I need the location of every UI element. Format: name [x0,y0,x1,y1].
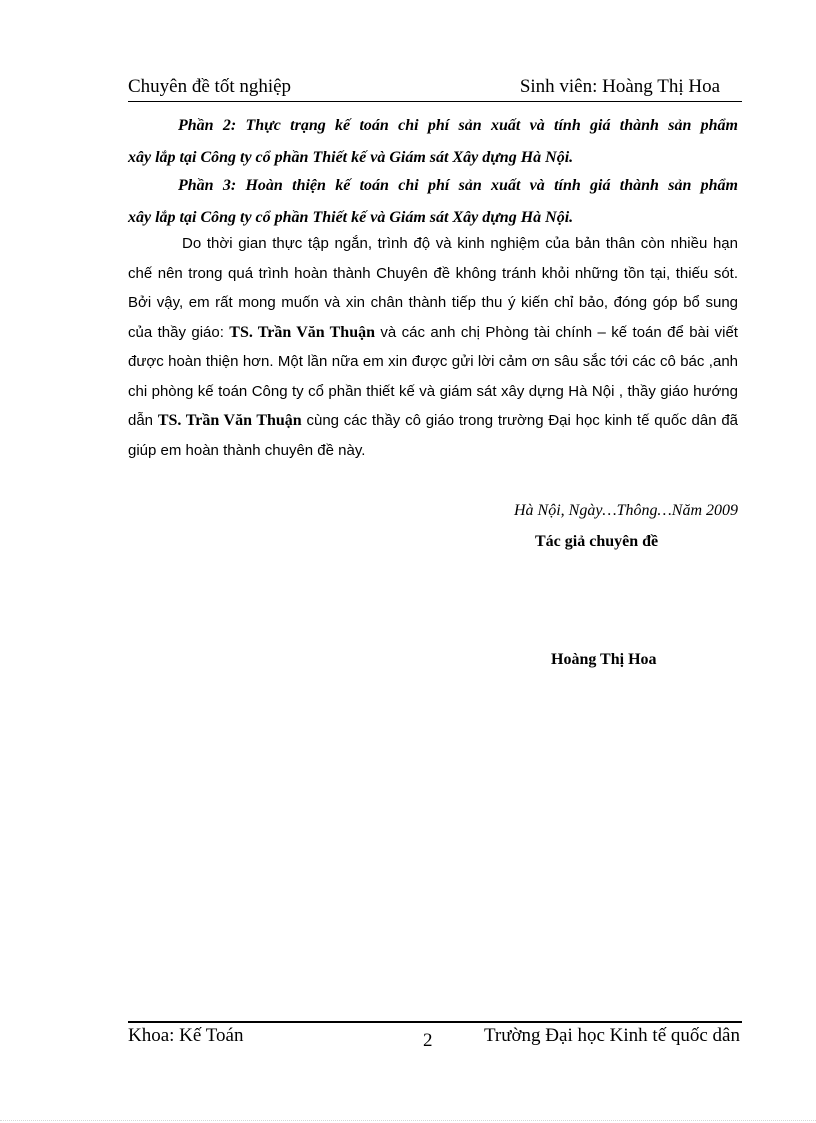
advisor-name-1: TS. Trần Văn Thuận [229,323,375,341]
header-course-label: Chuyên đề tốt nghiệp [128,76,292,97]
footer-university: Trường Đại học Kinh tế quốc dân [483,1025,740,1046]
part-3-line-1: Phần 3: Hoàn thiện kế toán chi phí sản xuất và tính giá thành sản phẩm [178,177,738,194]
header-student-name: Sinh viên: Hoàng Thị Hoa [519,76,720,97]
part-2-line-1: Phần 2: Thực trạng kế toán chi phí sản xuất và tính giá thành sản phẩm [178,117,738,134]
page-bottom-border [0,1120,816,1122]
paragraph-text-2: và các anh chị Phòng tài chính – kế toán để bài viết được hoàn thiện hơn. Một lần nữa em xin được gửi lời cảm ơn sâu sắc tới các cô bác ,anh chi phòng kế toán Công ty cổ phần thiết kế và giám sát xây dựng Hà Nội , thầy giáo hướng dẫn [128,323,738,429]
paragraph-text-1: Do thời gian thực tập ngắn, trình độ và kinh nghiệm của bản thân còn nhiều hạn chế nên trong quá trình hoàn thành Chuyên đề không tránh khỏi những tồn tại, thiếu sót. Bởi vậy, em rất mong muốn và xin chân thành tiếp thu ý kiến chỉ bảo, đóng góp bổ sung của thầy giáo: [128,235,738,341]
paragraph-text-3: cùng các thầy cô giáo trong trường Đại học kinh tế quốc dân đã giúp em hoàn thành chuyên đề này. [128,412,739,459]
header-divider [128,101,742,102]
acknowledgement-paragraph [128,229,738,465]
part-2-line-2: xây lắp tại Công ty cổ phần Thiết kế và Giám sát Xây dựng Hà Nội. [128,149,574,166]
part-2-heading [128,110,738,174]
signature-date: Hà Nội, Ngày…Thông…Năm 2009 [513,502,738,519]
part-3-line-2: xây lắp tại Công ty cổ phần Thiết kế và Giám sát Xây dựng Hà Nội. [128,209,574,226]
page-number: 2 [423,1030,433,1051]
advisor-name-2: TS. Trần Văn Thuận [157,412,302,429]
footer-faculty: Khoa: Kế Toán [128,1025,244,1046]
signature-title: Tác giả chuyên đề [535,533,659,550]
signature-name: Hoàng Thị Hoa [551,651,657,668]
part-3-heading [128,170,738,234]
footer-divider [128,1021,742,1023]
